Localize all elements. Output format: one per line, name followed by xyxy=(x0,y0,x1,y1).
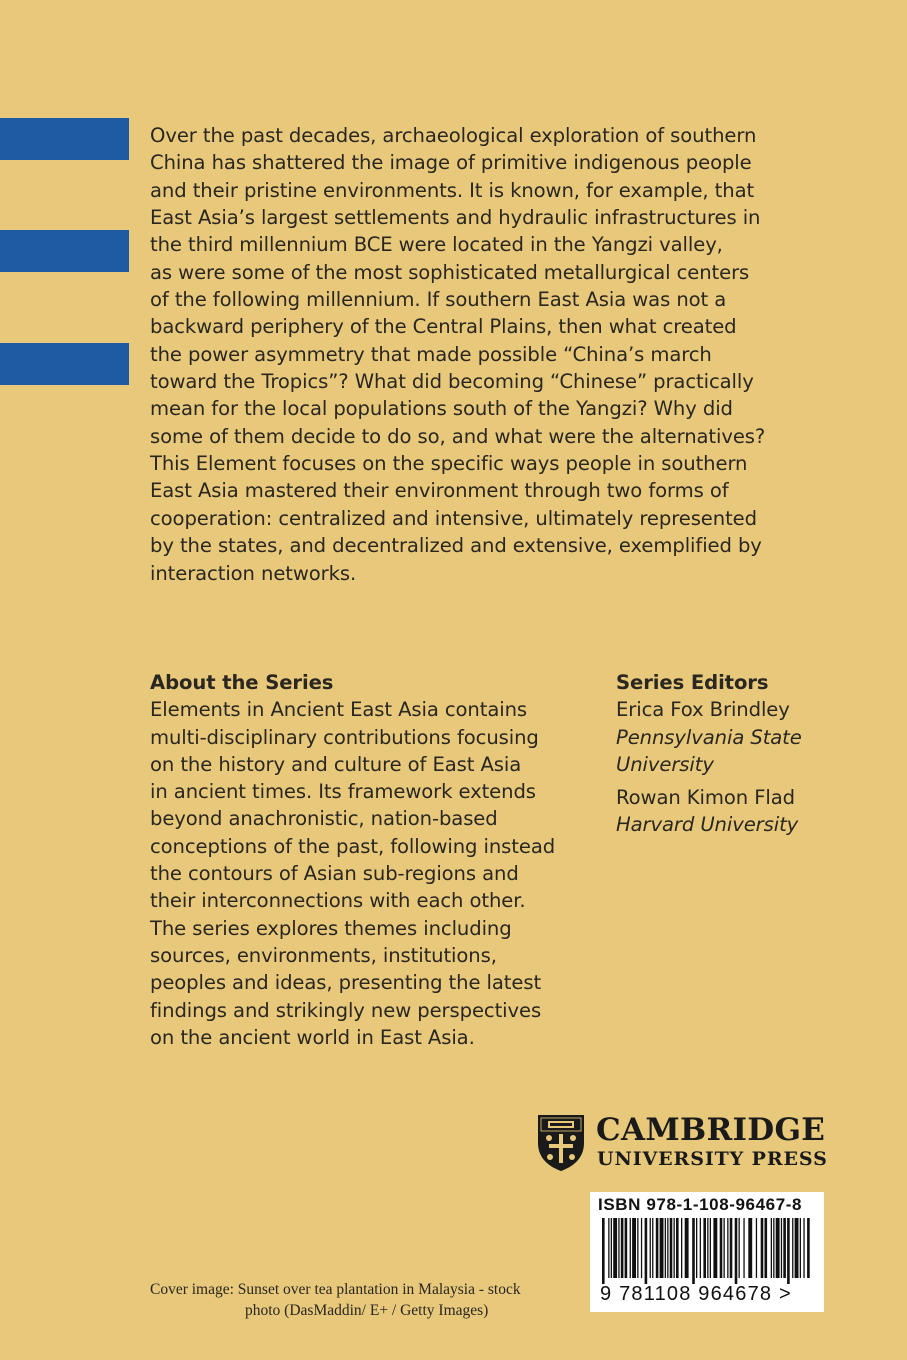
barcode-stripe xyxy=(735,1218,738,1284)
barcode-stripe xyxy=(632,1218,636,1278)
decorative-blue-bar-2 xyxy=(0,230,129,272)
blurb-line: Over the past decades, archaeological exploration of southern xyxy=(150,124,757,147)
blurb-line: and their pristine environments. It is known, for example, that xyxy=(150,178,755,202)
about-series-line: sources, environments, institutions, xyxy=(150,943,497,967)
isbn-label: ISBN 978-1-108-96467-8 xyxy=(598,1195,803,1214)
barcode-stripe xyxy=(730,1218,733,1278)
blurb-line: China has shattered the image of primitive indigenous people xyxy=(150,151,752,175)
editor-name: Rowan Kimon Flad xyxy=(616,786,795,810)
blurb-line: by the states, and decentralized and extensive, exemplified by xyxy=(150,534,762,558)
barcode-stripe xyxy=(618,1218,619,1278)
about-series-line: The series explores themes including xyxy=(150,916,512,940)
barcode-stripe xyxy=(707,1218,708,1278)
about-series-heading: About the Series xyxy=(150,671,334,694)
barcode-stripe xyxy=(681,1218,682,1278)
barcode-stripe xyxy=(608,1218,609,1278)
blurb-line: mean for the local populations south of the Yangzi? Why did xyxy=(150,397,733,421)
barcode-bars xyxy=(598,1218,816,1284)
barcode-stripe xyxy=(621,1218,624,1278)
barcode-stripe xyxy=(656,1218,659,1278)
editor-affiliation: University xyxy=(616,752,714,776)
barcode-stripe xyxy=(713,1218,717,1278)
editor-affiliation: Harvard University xyxy=(616,813,799,837)
about-series-line: in ancient times. Its framework extends xyxy=(150,780,536,804)
publisher-subname: UNIVERSITY PRESS xyxy=(597,1148,828,1170)
barcode-stripe xyxy=(630,1218,631,1278)
barcode-stripe xyxy=(739,1218,740,1278)
barcode-stripe xyxy=(724,1218,725,1278)
book-blurb xyxy=(150,122,840,587)
barcode-stripe xyxy=(771,1218,772,1278)
barcode-stripe xyxy=(637,1218,638,1278)
about-series-line: the contours of Asian sub-regions and xyxy=(150,862,519,886)
blurb-line: the third millennium BCE were located in the Yangzi valley, xyxy=(150,233,723,257)
about-series-line: beyond anachronistic, nation-based xyxy=(150,807,498,831)
blurb-line: This Element focuses on the specific ways people in southern xyxy=(150,452,748,476)
barcode-stripe xyxy=(807,1218,810,1278)
about-series-line: Elements in Ancient East Asia contains xyxy=(150,698,528,722)
barcode-stripe xyxy=(641,1218,642,1278)
barcode-stripe xyxy=(613,1218,617,1278)
about-series-line: on the ancient world in East Asia. xyxy=(150,1025,475,1049)
barcode-stripe xyxy=(720,1218,723,1278)
barcode-stripe xyxy=(795,1218,799,1278)
barcode-stripe xyxy=(743,1218,744,1278)
blurb-line: some of them decide to do so, and what were the alternatives? xyxy=(150,424,766,448)
barcode-stripe xyxy=(727,1218,728,1278)
barcode-stripe xyxy=(665,1218,666,1278)
barcode-stripe xyxy=(660,1218,664,1278)
barcode-stripe xyxy=(800,1218,801,1278)
about-series-line: their interconnections with each other. xyxy=(150,889,526,913)
barcode-stripe xyxy=(700,1218,701,1278)
barcode-stripe xyxy=(783,1218,786,1278)
barcode-stripe xyxy=(652,1218,653,1278)
credit-line: Cover image: Sunset over tea plantation in Malaysia - stock xyxy=(150,1281,521,1298)
barcode-stripe xyxy=(803,1218,804,1278)
about-series-line: peoples and ideas, presenting the latest xyxy=(150,971,542,995)
barcode-stripe xyxy=(645,1218,648,1284)
cambridge-shield-icon xyxy=(536,1113,586,1173)
barcode-stripe xyxy=(625,1218,628,1278)
blurb-line: East Asia’s largest settlements and hydraulic infrastructures in xyxy=(150,206,761,230)
barcode-stripe xyxy=(692,1218,695,1284)
blurb-line: toward the Tropics”? What did becoming “Chinese” practically xyxy=(150,370,754,394)
blurb-line: interaction networks. xyxy=(150,561,357,585)
barcode-stripe xyxy=(761,1218,764,1278)
barcode-stripe xyxy=(792,1218,793,1278)
barcode-stripe xyxy=(756,1218,757,1278)
about-series-line: findings and strikingly new perspectives xyxy=(150,998,542,1022)
editor-affiliation: Pennsylvania State xyxy=(616,725,802,749)
about-series-line: on the history and culture of East Asia xyxy=(150,752,522,776)
blurb-line: cooperation: centralized and intensive, ultimately represented xyxy=(150,506,757,530)
blurb-line: of the following millennium. If southern East Asia was not a xyxy=(150,288,727,312)
barcode-stripe xyxy=(670,1218,673,1278)
series-editors xyxy=(616,669,876,839)
blurb-line: the power asymmetry that made possible “China’s march xyxy=(150,342,712,366)
barcode-stripe xyxy=(703,1218,706,1278)
credit-line: photo (DasMaddin/ E+ / Getty Images) xyxy=(245,1302,489,1319)
barcode-stripe xyxy=(773,1218,774,1278)
barcode-stripe xyxy=(710,1218,711,1278)
barcode-stripe xyxy=(676,1218,679,1278)
barcode-stripe xyxy=(650,1218,651,1278)
series-editors-heading: Series Editors xyxy=(616,671,769,694)
blurb-line: East Asia mastered their environment through two forms of xyxy=(150,479,729,503)
barcode-stripe xyxy=(765,1218,768,1278)
about-series-line: multi-disciplinary contributions focusing xyxy=(150,725,539,749)
blurb-line: backward periphery of the Central Plains, then what created xyxy=(150,315,737,339)
barcode-digits: 9 781108 964678 > xyxy=(600,1283,792,1305)
barcode-stripe xyxy=(674,1218,675,1278)
about-the-series xyxy=(150,669,600,1051)
barcode-stripe xyxy=(685,1218,689,1278)
cover-image-credit xyxy=(150,1279,570,1321)
barcode-stripe xyxy=(667,1218,668,1278)
about-series-line: conceptions of the past, following instead xyxy=(150,834,556,858)
isbn-barcode xyxy=(590,1192,824,1312)
decorative-blue-bar-3 xyxy=(0,343,129,385)
barcode-stripe xyxy=(696,1218,697,1278)
barcode-stripe xyxy=(602,1218,605,1284)
publisher-logo xyxy=(536,1113,836,1175)
barcode-stripe xyxy=(781,1218,782,1278)
barcode-stripe xyxy=(611,1218,612,1278)
editor-name: Erica Fox Brindley xyxy=(616,698,790,722)
barcode-stripe xyxy=(776,1218,780,1278)
decorative-blue-bar-1 xyxy=(0,118,129,160)
barcode-stripe xyxy=(748,1218,752,1278)
blurb-line: as were some of the most sophisticated metallurgical centers xyxy=(150,260,750,284)
publisher-name: CAMBRIDGE xyxy=(596,1112,826,1148)
barcode-stripe xyxy=(787,1218,790,1284)
